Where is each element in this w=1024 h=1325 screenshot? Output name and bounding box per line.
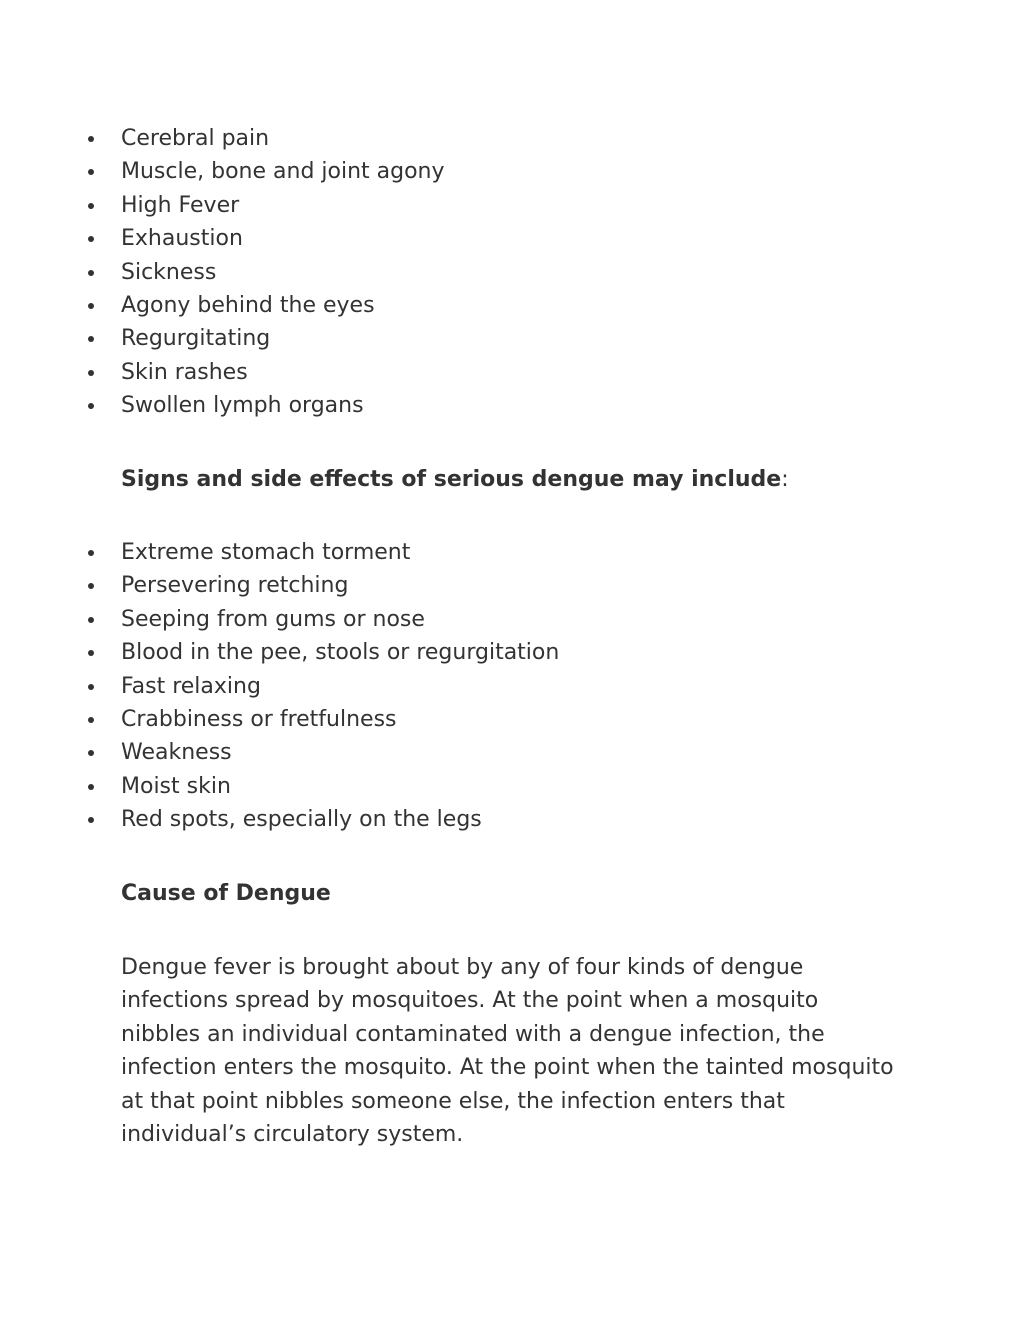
cause-paragraph <box>121 951 921 1151</box>
bullet-icon <box>88 236 94 242</box>
list-item-text: Muscle, bone and joint agony <box>121 159 445 185</box>
list-item <box>121 289 445 322</box>
list-item <box>121 356 445 389</box>
bullet-icon <box>88 717 94 723</box>
symptoms-list <box>121 122 445 423</box>
bullet-icon <box>88 550 94 556</box>
list-item-text: Red spots, especially on the legs <box>121 807 482 833</box>
severe-symptoms-list <box>121 536 559 837</box>
list-item-text: High Fever <box>121 192 240 218</box>
list-item <box>121 770 559 803</box>
severe-dengue-heading-text: Signs and side effects of serious dengue may include <box>121 467 782 492</box>
list-item-text: Skin rashes <box>121 359 248 385</box>
list-item <box>121 803 559 836</box>
list-item-text: Cerebral pain <box>121 126 270 151</box>
bullet-icon <box>88 336 94 342</box>
list-item <box>121 389 445 422</box>
bullet-icon <box>88 370 94 376</box>
paragraph-line: infections spread by mosquitoes. At the point when a mosquito <box>121 988 819 1014</box>
bullet-icon <box>88 684 94 690</box>
paragraph-line: Dengue fever is brought about by any of four kinds of dengue <box>121 955 804 980</box>
paragraph-line: at that point nibbles someone else, the infection enters that <box>121 1088 785 1114</box>
bullet-icon <box>88 750 94 756</box>
list-item-text: Fast relaxing <box>121 673 261 699</box>
list-item <box>121 703 559 736</box>
list-item-text: Sickness <box>121 259 217 285</box>
list-item <box>121 603 559 636</box>
list-item <box>121 670 559 703</box>
paragraph-line: individual’s circulatory system. <box>121 1122 464 1148</box>
list-item <box>121 636 559 669</box>
list-item-text: Seeping from gums or nose <box>121 606 425 632</box>
bullet-icon <box>88 617 94 623</box>
bullet-icon <box>88 817 94 823</box>
bullet-icon <box>88 403 94 409</box>
list-item <box>121 155 445 188</box>
list-item-text: Weakness <box>121 740 232 766</box>
list-item <box>121 256 445 289</box>
list-item-text: Swollen lymph organs <box>121 393 364 419</box>
bullet-icon <box>88 784 94 790</box>
cause-heading: Cause of Dengue <box>121 881 331 906</box>
heading-colon: : <box>781 467 789 492</box>
list-item <box>121 222 445 255</box>
list-item-text: Blood in the pee, stools or regurgitation <box>121 640 560 666</box>
bullet-icon <box>88 583 94 589</box>
list-item <box>121 569 559 602</box>
list-item-text: Extreme stomach torment <box>121 540 411 565</box>
list-item <box>121 122 445 155</box>
paragraph-line: nibbles an individual contaminated with a dengue infection, the <box>121 1021 825 1047</box>
list-item-text: Crabbiness or fretfulness <box>121 706 397 732</box>
severe-dengue-heading <box>121 463 789 496</box>
list-item <box>121 322 445 355</box>
bullet-icon <box>88 169 94 175</box>
list-item <box>121 736 559 769</box>
list-item <box>121 536 559 569</box>
bullet-icon <box>88 650 94 656</box>
bullet-icon <box>88 203 94 209</box>
list-item <box>121 189 445 222</box>
bullet-icon <box>88 270 94 276</box>
list-item-text: Agony behind the eyes <box>121 292 375 318</box>
bullet-icon <box>88 303 94 309</box>
bullet-icon <box>88 136 94 142</box>
list-item-text: Exhaustion <box>121 226 243 252</box>
list-item-text: Persevering retching <box>121 573 349 599</box>
paragraph-line: infection enters the mosquito. At the point when the tainted mosquito <box>121 1055 894 1081</box>
list-item-text: Regurgitating <box>121 326 271 352</box>
list-item-text: Moist skin <box>121 773 231 799</box>
